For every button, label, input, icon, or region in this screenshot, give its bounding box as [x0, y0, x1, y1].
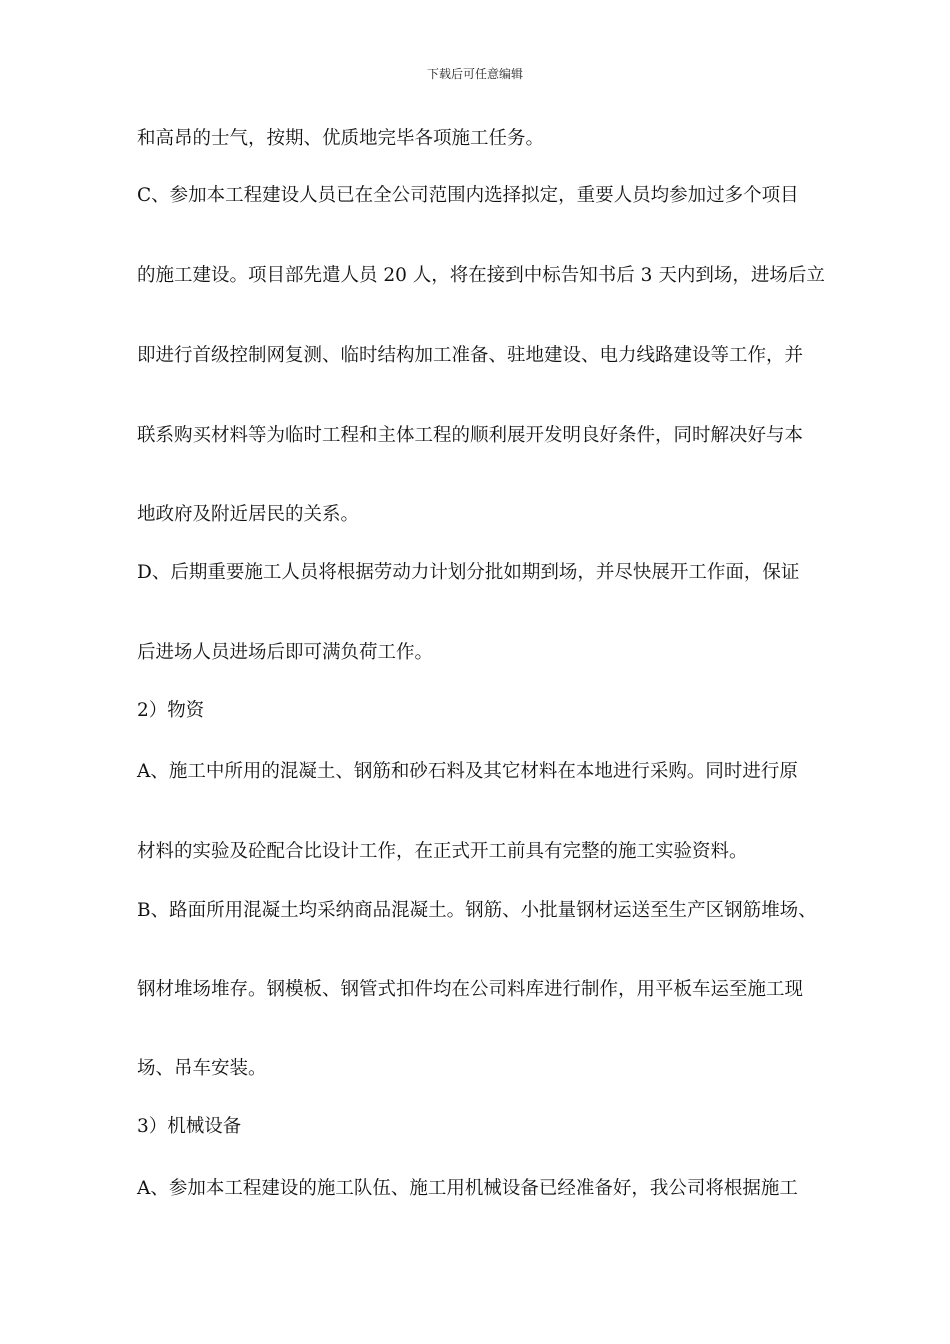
section-heading: 2）物资 [137, 700, 205, 721]
text-line: 的施工建设。项目部先遣人员 20 人，将在接到中标告知书后 3 天内到场，进场后立 [137, 265, 825, 286]
text-line: 钢材堆场堆存。钢模板、钢管式扣件均在公司料库进行制作，用平板车运至施工现 [137, 979, 804, 1000]
text-line: 后进场人员进场后即可满负荷工作。 [137, 642, 434, 663]
page-header: 下载后可任意编辑 [426, 67, 523, 81]
text-line: 地政府及附近居民的关系。 [137, 504, 360, 525]
text-line: A、参加本工程建设的施工队伍、施工用机械设备已经准备好，我公司将根据施工 [137, 1178, 798, 1199]
text-line: A、施工中所用的混凝土、钢筋和砂石料及其它材料在本地进行采购。同时进行原 [137, 761, 798, 782]
text-line: B、路面所用混凝土均采纳商品混凝土。钢筋、小批量钢材运送至生产区钢筋堆场、 [137, 900, 817, 921]
text-line: 和高昂的士气，按期、优质地完毕各项施工任务。 [137, 128, 545, 149]
text-line: D、后期重要施工人员将根据劳动力计划分批如期到场，并尽快展开工作面，保证 [137, 562, 800, 583]
text-line: 即进行首级控制网复测、临时结构加工准备、驻地建设、电力线路建设等工作，并 [137, 345, 804, 366]
section-heading: 3）机械设备 [137, 1116, 242, 1137]
text-line: 材料的实验及砼配合比设计工作，在正式开工前具有完整的施工实验资料。 [137, 841, 748, 862]
text-line: C、参加本工程建设人员已在全公司范围内选择拟定，重要人员均参加过多个项目 [137, 185, 799, 206]
text-line: 场、吊车安装。 [137, 1058, 267, 1079]
text-line: 联系购买材料等为临时工程和主体工程的顺利展开发明良好条件，同时解决好与本 [137, 425, 804, 446]
